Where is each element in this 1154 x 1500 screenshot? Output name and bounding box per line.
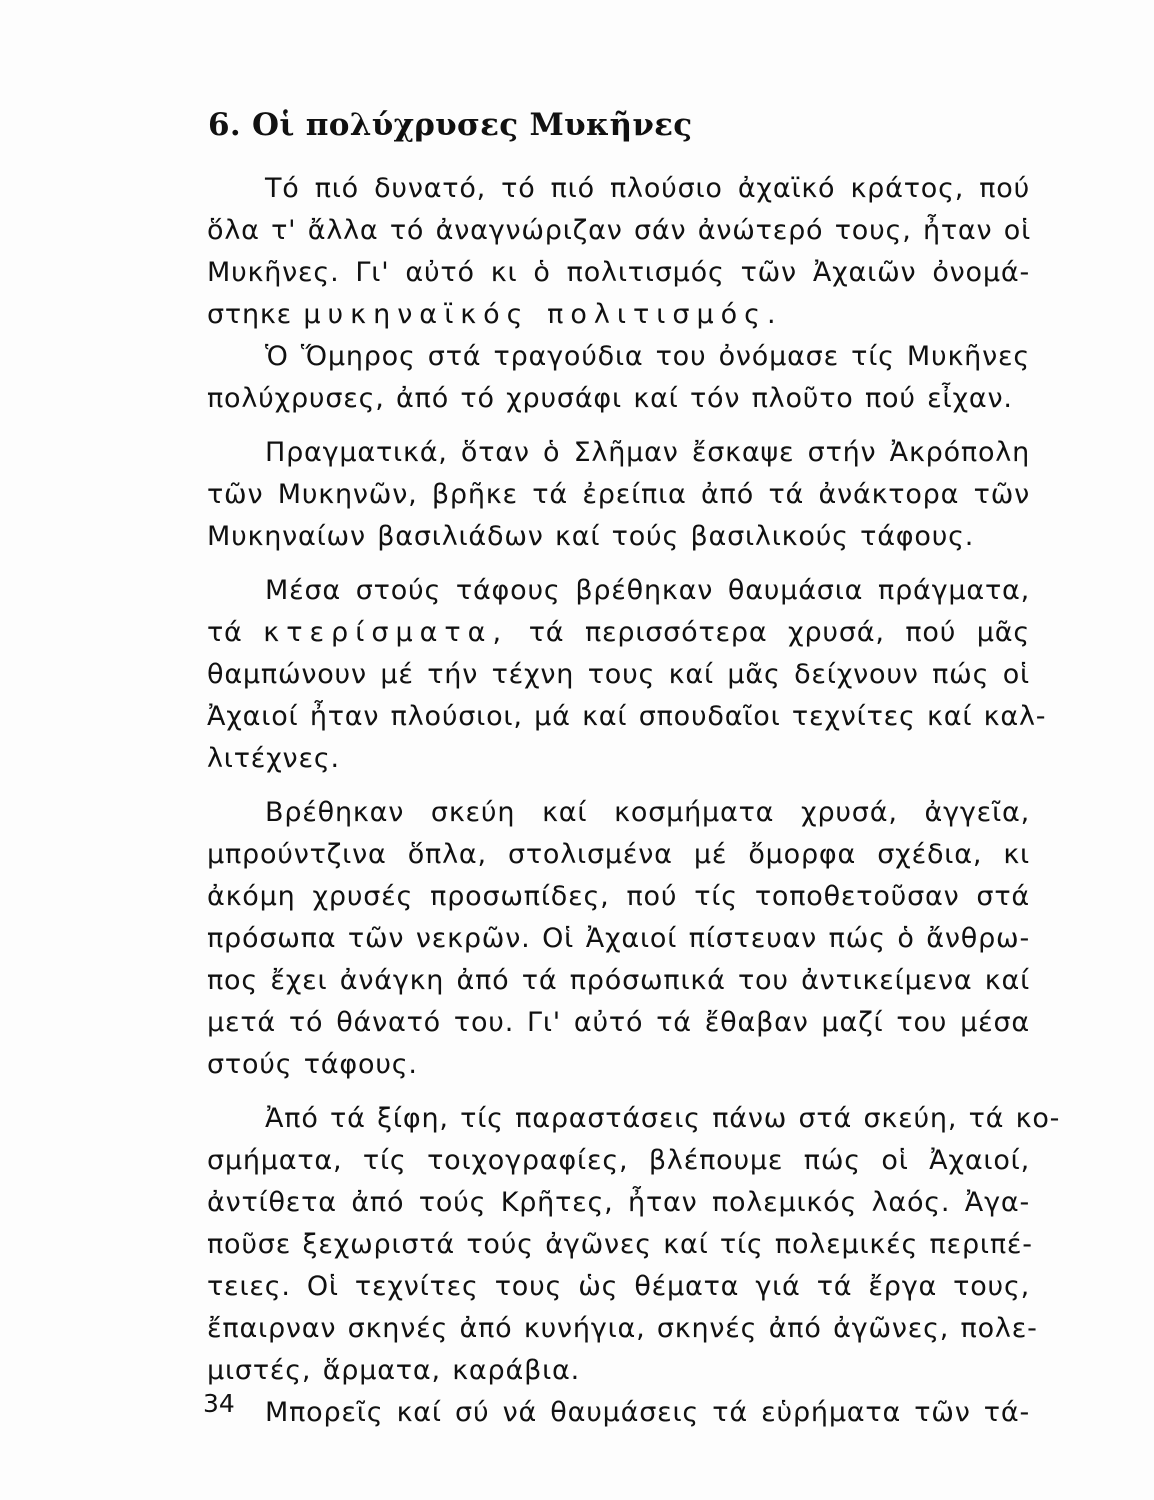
text-line: στούς τάφους.	[207, 1049, 418, 1080]
text-line: μπρούντζινα ὅπλα, στολισμένα μέ ὄμορφα σχέδια, κι	[207, 839, 1030, 870]
text-line: Ἀπό τά ξίφη, τίς παραστάσεις πάνω στά σκεύη, τά κο-	[265, 1103, 1061, 1134]
text-line: Μέσα στούς τάφους βρέθηκαν θαυμάσια πράγματα,	[265, 575, 1030, 606]
body-text	[207, 168, 1061, 1434]
text-line: μιστές, ἅρματα, καράβια.	[207, 1355, 581, 1386]
text-fragment: τά περισσότερα χρυσά, πού μᾶς	[508, 617, 1030, 648]
text-line: πολύχρυσες, ἀπό τό χρυσάφι καί τόν πλοῦτο πού εἶχαν.	[207, 383, 1013, 414]
text-line: ἀντίθετα ἀπό τούς Κρῆτες, ἦταν πολεμικός λαός. Ἀγα-	[207, 1187, 1030, 1218]
text-line: πρόσωπα τῶν νεκρῶν. Οἱ Ἀχαιοί πίστευαν πώς ὁ ἄνθρω-	[207, 923, 1030, 954]
text-line: Πραγματικά, ὅταν ὁ Σλῆμαν ἔσκαψε στήν Ἀκρόπολη	[265, 437, 1030, 468]
text-line: Μπορεῖς καί σύ νά θαυμάσεις τά εὑρήματα τῶν τά-	[265, 1397, 1030, 1428]
text-line: Τό πιό δυνατό, τό πιό πλούσιο ἀχαϊκό κράτος, πού	[265, 173, 1030, 204]
text-line: Μυκηναίων βασιλιάδων καί τούς βασιλικούς τάφους.	[207, 521, 975, 552]
emphasized-term: κτερίσματα,	[263, 617, 509, 648]
text-line: Ἀχαιοί ἦταν πλούσιοι, μά καί σπουδαῖοι τεχνίτες καί καλ-	[207, 701, 1047, 732]
text-line: λιτέχνες.	[207, 743, 340, 774]
text-line: ἀκόμη χρυσές προσωπίδες, πού τίς τοποθετοῦσαν στά	[207, 881, 1030, 912]
text-line	[207, 612, 1030, 654]
text-line: τειες. Οἱ τεχνίτες τους ὡς θέματα γιά τά ἔργα τους,	[207, 1271, 1030, 1302]
text-line: σμήματα, τίς τοιχογραφίες, βλέπουμε πώς οἱ Ἀχαιοί,	[207, 1145, 1030, 1176]
text-line: ἔπαιρναν σκηνές ἀπό κυνήγια, σκηνές ἀπό ἀγῶνες, πολε-	[207, 1313, 1038, 1344]
text-line: ὅλα τ' ἄλλα τό ἀναγνώριζαν σάν ἀνώτερό τους, ἦταν οἱ	[207, 215, 1032, 246]
text-line: μετά τό θάνατό του. Γι' αὐτό τά ἔθαβαν μαζί του μέσα	[207, 1007, 1030, 1038]
text-line: Βρέθηκαν σκεύη καί κοσμήματα χρυσά, ἀγγεῖα,	[265, 797, 1030, 828]
page-number: 34	[203, 1389, 235, 1418]
text-line: πος ἔχει ἀνάγκη ἀπό τά πρόσωπικά του ἀντικείμενα καί	[207, 965, 1030, 996]
text-line: Ὁ Ὅμηρος στά τραγούδια του ὀνόμασε τίς Μυκῆνες	[265, 341, 1030, 372]
text-line: θαμπώνουν μέ τήν τέχνη τους καί μᾶς δείχνουν πώς οἱ	[207, 659, 1030, 690]
text-fragment: τά	[207, 617, 264, 648]
text-fragment: στηκε	[207, 299, 304, 330]
emphasized-term: μυκηναϊκός πολιτισμός.	[303, 299, 783, 330]
text-line	[207, 294, 1030, 336]
text-line: Μυκῆνες. Γι' αὐτό κι ὁ πολιτισμός τῶν Ἀχαιῶν ὀνομά-	[207, 257, 1030, 288]
chapter-title: 6. Οἱ πολύχρυσες Μυκῆνες	[208, 107, 693, 143]
text-line: τῶν Μυκηνῶν, βρῆκε τά ἐρείπια ἀπό τά ἀνάκτορα τῶν	[207, 479, 1030, 510]
text-line: ποῦσε ξεχωριστά τούς ἀγῶνες καί τίς πολεμικές περιπέ-	[207, 1229, 1033, 1260]
